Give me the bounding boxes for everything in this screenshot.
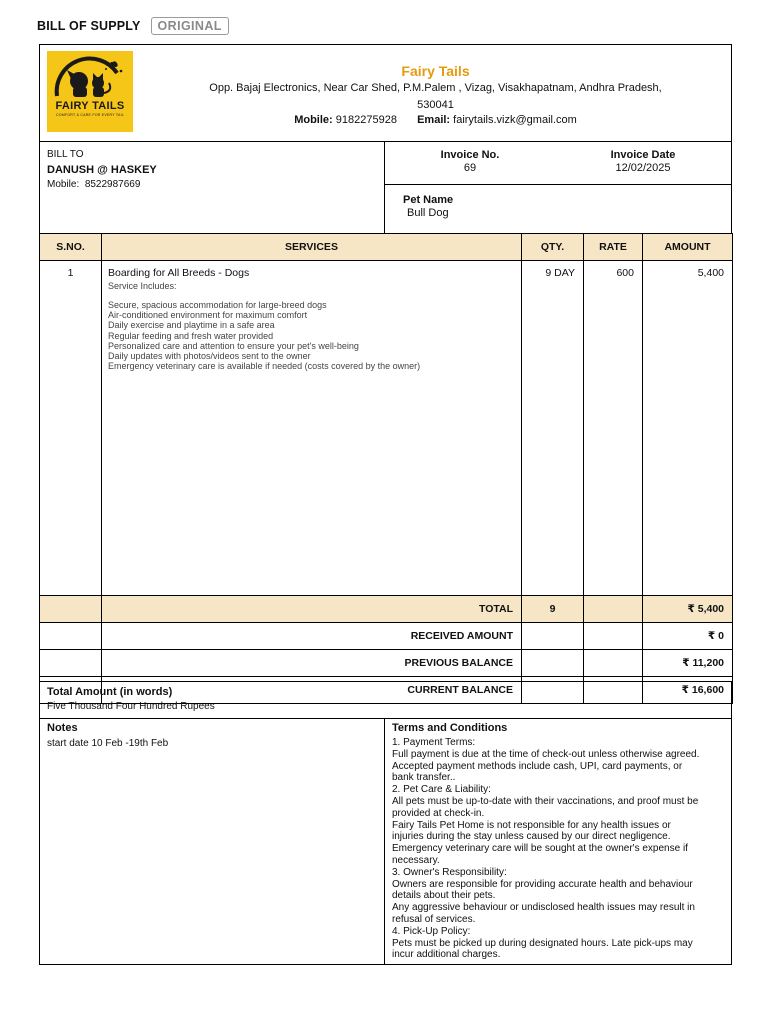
table-header xyxy=(40,234,733,261)
terms-line: Fairy Tails Pet Home is not responsible for any health issues or xyxy=(392,819,671,831)
invoice-date-label: Invoice Date xyxy=(610,149,676,161)
current-balance-label: CURRENT BALANCE xyxy=(102,677,522,704)
terms-line: incur additional charges. xyxy=(392,949,501,961)
shop-mobile: 9182275928 xyxy=(335,114,397,126)
invoice-number-label: Invoice No. xyxy=(440,149,500,161)
pet-name-label: Pet Name xyxy=(403,194,454,206)
logo-tagline: COMFORT & CARE FOR EVERY TAIL xyxy=(55,113,125,117)
total-row xyxy=(40,596,733,623)
invoice-number-value: 69 xyxy=(463,162,477,174)
pet-name xyxy=(403,194,453,219)
terms-line: Accepted payment methods include cash, UPI, card payments, or xyxy=(392,760,683,772)
service-detail-line: Air-conditioned environment for maximum comfort xyxy=(108,310,308,321)
item-service-subtitle: Service Includes: xyxy=(108,281,177,291)
customer-name: DANUSH @ HASKEY xyxy=(47,164,157,176)
table-row xyxy=(40,261,733,596)
terms-line: Full payment is due at the time of check-out unless otherwise agreed. xyxy=(392,748,700,760)
shop-address-line-1: Opp. Bajaj Electronics, Near Car Shed, P.M.Palem , Vizag, Visakhapatnam, Andhra Pradesh, xyxy=(209,82,662,94)
terms-line: Pets must be picked up during designated hours. Late pick-ups may xyxy=(392,937,693,949)
service-detail-line: Personalized care and attention to ensure your pet's well-being xyxy=(108,340,359,351)
received-label: RECEIVED AMOUNT xyxy=(102,623,522,650)
item-service-title: Boarding for All Breeds - Dogs xyxy=(108,267,250,279)
terms-line: 2. Pet Care & Liability: xyxy=(392,784,491,796)
notes-value: start date 10 Feb -19th Feb xyxy=(47,738,169,749)
shop-header xyxy=(39,44,732,142)
item-qty: 9 DAY xyxy=(522,261,584,596)
notes-terms-section xyxy=(39,718,732,965)
terms-and-conditions xyxy=(392,722,723,961)
pet-name-value: Bull Dog xyxy=(407,207,449,219)
item-amount: 5,400 xyxy=(643,261,733,596)
customer-mobile-value: 8522987669 xyxy=(84,179,141,190)
item-service-details xyxy=(108,300,517,371)
terms-line: necessary. xyxy=(392,854,440,866)
received-amount: ₹ 0 xyxy=(643,623,733,650)
header-rate: RATE xyxy=(584,234,643,261)
terms-line: details about their pets. xyxy=(392,890,496,902)
terms-line: 3. Owner's Responsibility: xyxy=(392,866,507,878)
amount-words-value: Five Thousand Four Hundred Rupees xyxy=(47,701,215,712)
header-services: SERVICES xyxy=(102,234,522,261)
invoice-meta xyxy=(385,142,731,185)
terms-line: 1. Payment Terms: xyxy=(392,737,476,748)
invoice-date-value: 12/02/2025 xyxy=(615,162,671,174)
terms-line: Owners are responsible for providing accurate health and behaviour xyxy=(392,878,693,890)
service-detail-line: Secure, spacious accommodation for large-breed dogs xyxy=(108,300,327,310)
amount-in-words xyxy=(39,681,732,719)
header-sno: S.NO. xyxy=(40,234,102,261)
current-balance-amount: ₹ 16,600 xyxy=(643,677,733,704)
amount-words-label: Total Amount (in words) xyxy=(47,686,173,698)
shop-info xyxy=(150,63,721,126)
shop-contact xyxy=(150,114,721,126)
mobile-label: Mobile: xyxy=(294,114,333,126)
pet-silhouette-icon xyxy=(47,51,133,132)
shop-address-line-2: 530041 xyxy=(417,98,454,111)
header-qty: QTY. xyxy=(522,234,584,261)
shop-logo xyxy=(47,51,133,132)
terms-line: refusal of services. xyxy=(392,913,476,925)
terms-label: Terms and Conditions xyxy=(392,722,508,734)
total-qty: 9 xyxy=(522,596,584,623)
shop-email: fairytails.vizk@gmail.com xyxy=(453,114,577,126)
terms-line: Any aggressive behaviour or undisclosed health issues may result in xyxy=(392,902,695,914)
item-service xyxy=(102,261,522,596)
document-header xyxy=(37,16,229,36)
terms-line: Emergency veterinary care will be sought at the owner's expense if xyxy=(392,843,688,855)
terms-line: injuries during the stay unless caused by our direct negligence. xyxy=(392,831,671,843)
previous-balance-row xyxy=(40,650,733,677)
previous-balance-amount: ₹ 11,200 xyxy=(643,650,733,677)
notes xyxy=(40,719,385,965)
services-table xyxy=(39,233,733,704)
item-rate: 600 xyxy=(584,261,643,596)
service-detail-line: Regular feeding and fresh water provided xyxy=(108,330,274,341)
notes-label: Notes xyxy=(47,722,78,734)
customer-mobile-label: Mobile: xyxy=(47,179,80,190)
terms-line: bank transfer.. xyxy=(392,772,456,784)
invoice-date xyxy=(608,149,678,174)
total-amount: ₹ 5,400 xyxy=(643,596,733,623)
terms-line: 4. Pick-Up Policy: xyxy=(392,925,471,937)
terms-line: All pets must be up-to-date with their vaccinations, and proof must be xyxy=(392,795,699,807)
header-amount: AMOUNT xyxy=(643,234,733,261)
bill-to xyxy=(40,142,385,233)
terms-body xyxy=(392,737,723,961)
shop-name: Fairy Tails xyxy=(401,63,470,79)
service-detail-line: Daily updates with photos/videos sent to the owner xyxy=(108,351,311,362)
billing-section xyxy=(39,142,732,234)
copy-badge: ORIGINAL xyxy=(151,17,229,35)
received-row xyxy=(40,623,733,650)
total-label: TOTAL xyxy=(102,596,522,623)
invoice-number xyxy=(440,149,500,174)
logo-name: FAIRY TAILS xyxy=(55,100,125,112)
previous-balance-label: PREVIOUS BALANCE xyxy=(102,650,522,677)
service-detail-line: Daily exercise and playtime in a safe area xyxy=(108,320,275,331)
email-label: Email: xyxy=(417,114,451,126)
terms-line: provided at check-in. xyxy=(392,807,485,819)
customer-mobile xyxy=(47,179,377,190)
item-sno: 1 xyxy=(40,261,102,596)
service-detail-line: Emergency veterinary care is available if needed (costs covered by the owner) xyxy=(108,361,421,372)
document-type: BILL OF SUPPLY xyxy=(37,19,141,33)
bill-to-title: BILL TO xyxy=(47,149,84,160)
